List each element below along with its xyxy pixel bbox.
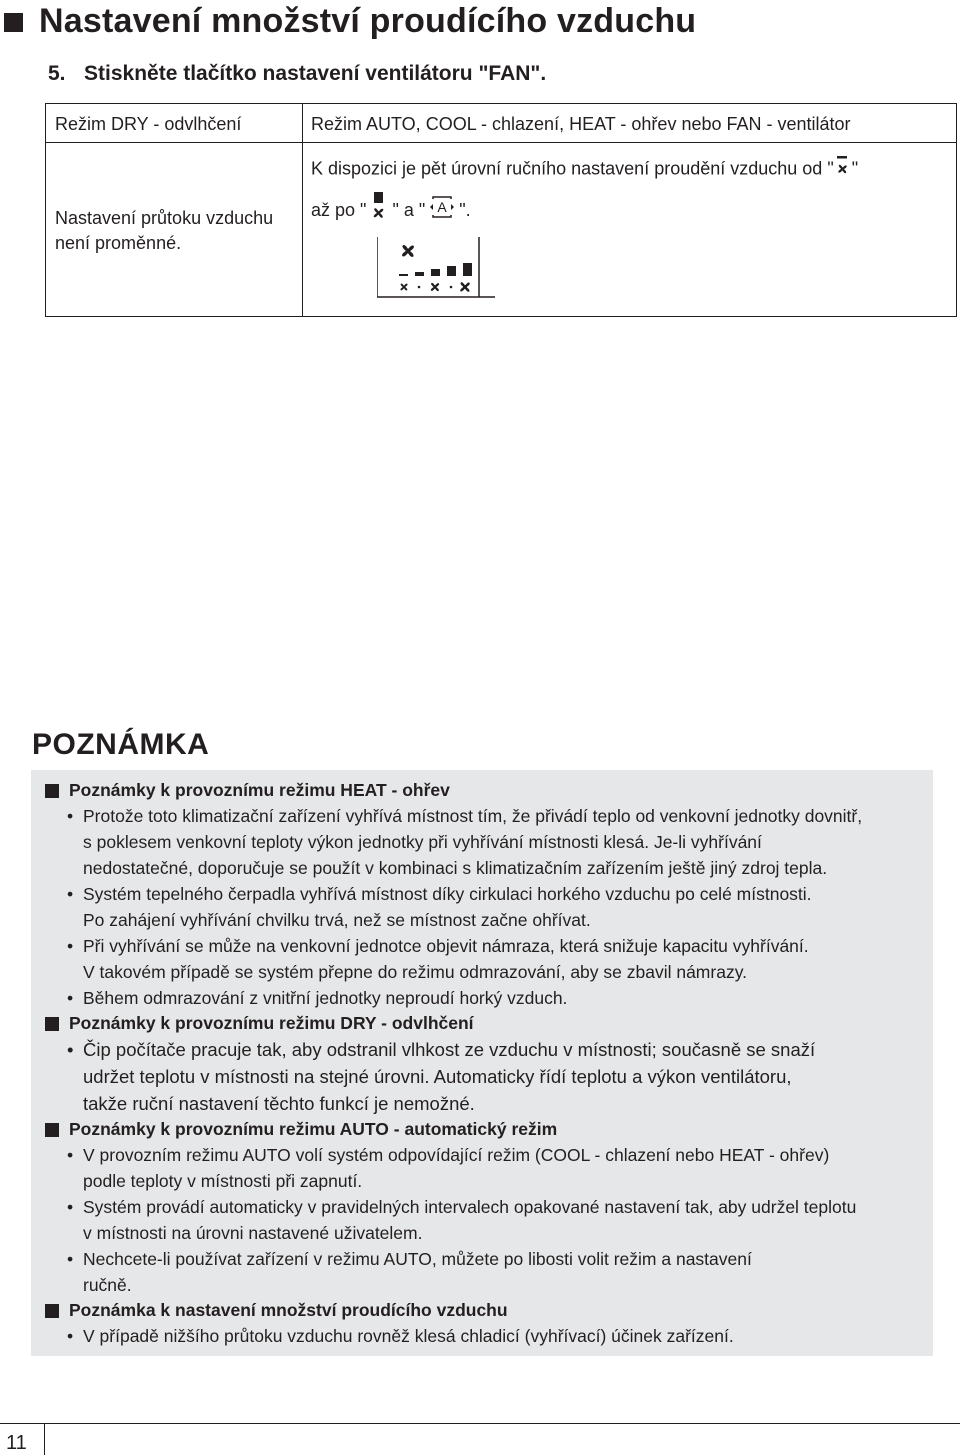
section-title-text: Poznámky k provoznímu režimu DRY - odvlhčení bbox=[69, 1013, 474, 1033]
note-bullet bbox=[45, 1036, 925, 1117]
bullet-line: podle teploty v místnosti při zapnutí. bbox=[83, 1171, 363, 1191]
note-content bbox=[45, 778, 925, 1349]
step-text: Stiskněte tlačítko nastavení ventilátoru "FAN". bbox=[84, 62, 547, 85]
bullet-line: udržet teplotu v místnosti na stejné úrovni. Automaticky řídí teplotu a výkon ventilátoru, bbox=[83, 1066, 792, 1087]
note-section-title bbox=[45, 1298, 925, 1323]
table-auto-line1 bbox=[311, 155, 858, 184]
svg-text:A: A bbox=[437, 199, 447, 215]
note-bullet bbox=[45, 1142, 925, 1194]
table-dry-body: Nastavení průtoku vzduchu není proměnné. bbox=[55, 208, 274, 253]
bullet-line: Po zahájení vyhřívání chvilku trvá, než se místnost začne ohřívat. bbox=[83, 910, 591, 930]
fan-low-icon bbox=[834, 155, 852, 184]
auto-line2-c: ". bbox=[459, 200, 471, 220]
footer-tick bbox=[44, 1423, 45, 1455]
fan-level-bars bbox=[399, 263, 472, 276]
bullet-line: V takovém případě se systém přepne do režimu odmrazování, aby se zbavil námrazy. bbox=[83, 962, 748, 982]
bullet-dot: • bbox=[67, 988, 74, 1008]
table-header-auto: Režim AUTO, COOL - chlazení, HEAT - ohřev nebo FAN - ventilátor bbox=[311, 114, 851, 134]
section-title-text: Poznámka k nastavení množství proudícího vzduchu bbox=[69, 1300, 508, 1320]
bullet-line: Protože toto klimatizační zařízení vyhřívá místnost tím, že přivádí teplo od venkovní jednotky dovnitř, bbox=[83, 806, 863, 826]
section-square-marker bbox=[45, 784, 59, 798]
note-section-title bbox=[45, 1011, 925, 1036]
section-square-marker bbox=[45, 1123, 59, 1137]
note-section-title bbox=[45, 1117, 925, 1142]
note-section-title bbox=[45, 778, 925, 803]
note-heading: POZNÁMKA bbox=[32, 728, 210, 761]
section-square-marker bbox=[45, 1017, 59, 1031]
bullet-line: s poklesem venkovní teploty výkon jednotky při vyhřívání místnosti klesá. Je-li vyhřívání bbox=[83, 832, 762, 852]
table-auto-line2 bbox=[311, 192, 471, 229]
fan-auto-icon bbox=[429, 196, 455, 225]
step-instruction bbox=[48, 62, 546, 86]
bullet-line: nedostatečné, doporučuje se použít v kombinaci s klimatizačním zařízením ještě jiný zdroj tepla. bbox=[83, 858, 828, 878]
table-divider-horizontal bbox=[46, 142, 956, 143]
page-number: 11 bbox=[6, 1432, 27, 1454]
footer-rule bbox=[0, 1423, 960, 1424]
bullet-line: Čip počítače pracuje tak, aby odstranil vlhkost ze vzduchu v místnosti; současně se snaží bbox=[83, 1039, 816, 1060]
note-bullet bbox=[45, 1194, 925, 1246]
auto-line1-suffix: " bbox=[851, 158, 859, 179]
bullet-dot: • bbox=[67, 1326, 74, 1346]
note-bullet bbox=[45, 1323, 925, 1349]
bullet-dot: • bbox=[67, 936, 74, 956]
page-title bbox=[4, 2, 696, 41]
bullet-line: Během odmrazování z vnitřní jednotky neproudí horký vzduch. bbox=[83, 988, 568, 1008]
section-title-text: Poznámky k provoznímu režimu AUTO - automatický režim bbox=[69, 1119, 558, 1139]
bullet-line: ručně. bbox=[83, 1275, 132, 1295]
bullet-dot: • bbox=[67, 884, 74, 904]
bullet-line: Systém tepelného čerpadla vyhřívá místnost díky cirkulaci horkého vzduchu po celé místnosti. bbox=[83, 884, 812, 904]
bullet-line: takže ruční nastavení těchto funkcí je nemožné. bbox=[83, 1093, 475, 1114]
bullet-line: V případě nižšího průtoku vzduchu rovněž klesá chladicí (vyhřívací) účinek zařízení. bbox=[83, 1326, 734, 1346]
note-bullet bbox=[45, 1246, 925, 1298]
fan-speed-display bbox=[377, 237, 497, 299]
note-bullet bbox=[45, 881, 925, 933]
fan-small-icons bbox=[400, 282, 469, 292]
title-square-marker bbox=[4, 13, 23, 32]
fan-high-icon bbox=[370, 192, 388, 229]
note-bullet bbox=[45, 933, 925, 985]
bullet-line: Nechcete-li používat zařízení v režimu AUTO, můžete po libosti volit režim a nastavení bbox=[83, 1249, 752, 1269]
bullet-dot: • bbox=[67, 1249, 74, 1269]
auto-line2-a: až po " bbox=[311, 200, 367, 220]
mode-table bbox=[45, 103, 957, 317]
bullet-dot: • bbox=[67, 806, 74, 826]
bullet-dot: • bbox=[67, 1145, 74, 1165]
fan-large-icon bbox=[402, 245, 414, 257]
auto-line1-prefix: K dispozici je pět úrovní ručního nastavení proudění vzduchu od " bbox=[311, 158, 834, 179]
bullet-line: V provozním režimu AUTO volí systém odpovídající režim (COOL - chlazení nebo HEAT - ohřev) bbox=[83, 1145, 830, 1165]
note-bullet bbox=[45, 803, 925, 881]
auto-line2-b: " a " bbox=[392, 200, 426, 220]
bullet-line: Systém provádí automaticky v pravidelných intervalech opakované nastavení tak, aby udržel teplotu bbox=[83, 1197, 857, 1217]
bullet-dot: • bbox=[67, 1197, 74, 1217]
bullet-dot: • bbox=[67, 1039, 74, 1060]
title-text: Nastavení množství proudícího vzduchu bbox=[39, 2, 697, 40]
section-square-marker bbox=[45, 1304, 59, 1318]
step-number: 5. bbox=[48, 62, 66, 85]
bullet-line: v místnosti na úrovni nastavené uživatelem. bbox=[83, 1223, 423, 1243]
section-title-text: Poznámky k provoznímu režimu HEAT - ohřev bbox=[69, 780, 450, 800]
table-header-dry: Režim DRY - odvlhčení bbox=[55, 114, 242, 134]
note-bullet bbox=[45, 985, 925, 1011]
bullet-line: Při vyhřívání se může na venkovní jednotce objevit námraza, která snižuje kapacitu vyhřívání. bbox=[83, 936, 809, 956]
note-box bbox=[31, 770, 933, 1356]
table-divider-vertical bbox=[302, 104, 303, 316]
